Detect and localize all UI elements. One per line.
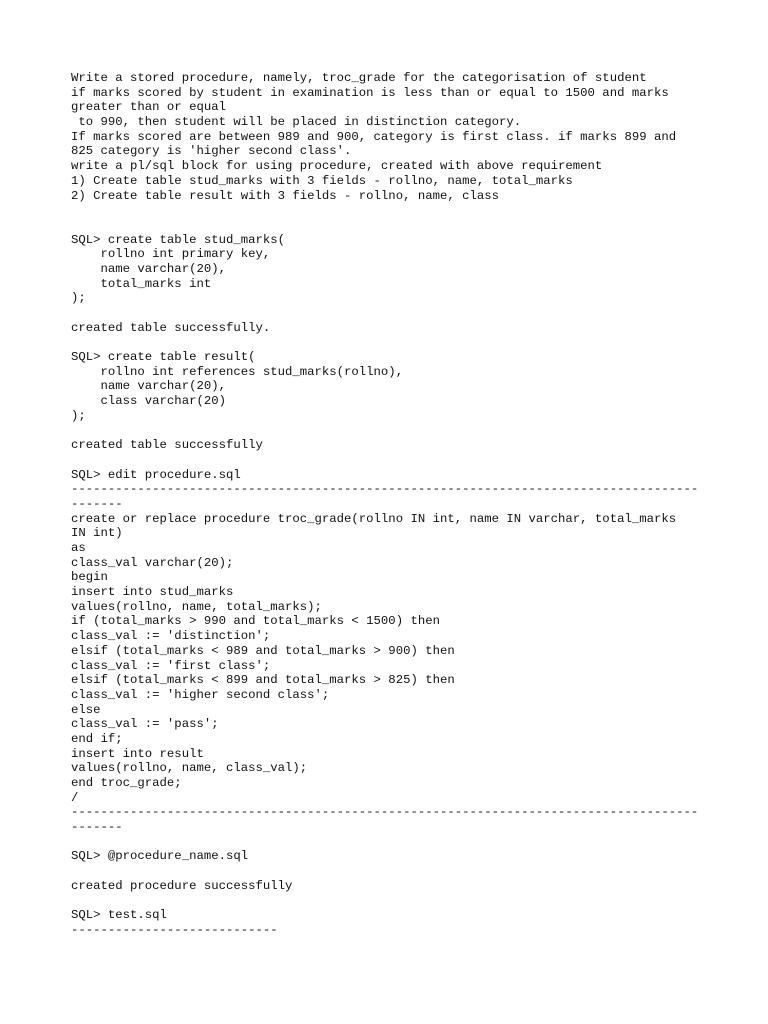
- text-line: created table successfully.: [71, 320, 271, 335]
- text-line: created table successfully: [71, 438, 263, 453]
- text-line: name varchar(20),: [71, 379, 226, 394]
- text-line: values(rollno, name, class_val);: [71, 761, 308, 776]
- text-line: insert into result: [71, 746, 204, 761]
- text-line: [71, 453, 711, 468]
- text-line: [71, 335, 711, 350]
- text-line: class_val := 'pass';: [71, 717, 219, 732]
- text-line: values(rollno, name, total_marks);: [71, 599, 322, 614]
- text-line: begin: [71, 570, 108, 585]
- text-line: [71, 894, 711, 909]
- text-line: -------------------------------------------------------------------------------------: [71, 805, 699, 820]
- text-line: /: [71, 790, 79, 805]
- text-line: if marks scored by student in examination is less than or equal to 1500 and marks: [71, 85, 669, 100]
- text-line: end if;: [71, 731, 123, 746]
- text-line: insert into stud_marks: [71, 585, 234, 600]
- text-line: total_marks int: [71, 276, 212, 291]
- text-line: [71, 864, 711, 879]
- text-line: create or replace procedure troc_grade(rollno IN int, name IN varchar, total_marks: [71, 511, 677, 526]
- text-line: if (total_marks > 990 and total_marks < 1500) then: [71, 614, 440, 629]
- text-line: SQL> create table stud_marks(: [71, 232, 286, 247]
- text-line: [71, 203, 711, 218]
- text-line: [71, 835, 711, 850]
- text-line: rollno int primary key,: [71, 247, 271, 262]
- text-line: created procedure successfully: [71, 878, 293, 893]
- text-line: as: [71, 541, 86, 555]
- text-line: -------------------------------------------------------------------------------------: [71, 482, 699, 497]
- text-line: -------: [71, 820, 123, 835]
- text-line: 1) Create table stud_marks with 3 fields - rollno, name, total_marks: [71, 173, 573, 188]
- text-line: end troc_grade;: [71, 776, 182, 790]
- text-line: );: [71, 408, 86, 423]
- text-line: [71, 218, 711, 233]
- text-line: write a pl/sql block for using procedure, created with above requirement: [71, 159, 603, 174]
- text-line: [71, 424, 711, 439]
- text-line: class_val := 'first class';: [71, 658, 271, 673]
- text-line: IN int): [71, 526, 123, 541]
- text-line: [71, 306, 711, 321]
- document-page: [71, 71, 711, 938]
- text-line: SQL> create table result(: [71, 350, 256, 365]
- text-line: If marks scored are between 989 and 900, category is first class. if marks 899 and: [71, 129, 677, 144]
- text-line: 825 category is 'higher second class'.: [71, 144, 352, 159]
- text-line: class_val := 'higher second class';: [71, 687, 330, 702]
- text-line: 2) Create table result with 3 fields - rollno, name, class: [71, 188, 500, 203]
- text-line: SQL> test.sql: [71, 908, 167, 923]
- text-line: -------: [71, 496, 123, 511]
- text-line: to 990, then student will be placed in distinction category.: [71, 115, 522, 130]
- text-line: ----------------------------: [71, 922, 278, 937]
- text-line: elsif (total_marks < 989 and total_marks > 900) then: [71, 643, 455, 658]
- text-line: class varchar(20): [71, 394, 226, 409]
- text-line: else: [71, 702, 101, 717]
- text-line: class_val := 'distinction';: [71, 629, 271, 644]
- text-line: SQL> edit procedure.sql: [71, 467, 241, 482]
- text-line: rollno int references stud_marks(rollno),: [71, 364, 404, 379]
- text-line: class_val varchar(20);: [71, 555, 234, 570]
- text-line: SQL> @procedure_name.sql: [71, 849, 249, 864]
- text-line: Write a stored procedure, namely, troc_grade for the categorisation of student: [71, 71, 647, 85]
- text-line: );: [71, 291, 86, 306]
- text-line: greater than or equal: [71, 100, 226, 115]
- text-line: elsif (total_marks < 899 and total_marks > 825) then: [71, 673, 455, 688]
- text-line: name varchar(20),: [71, 261, 226, 276]
